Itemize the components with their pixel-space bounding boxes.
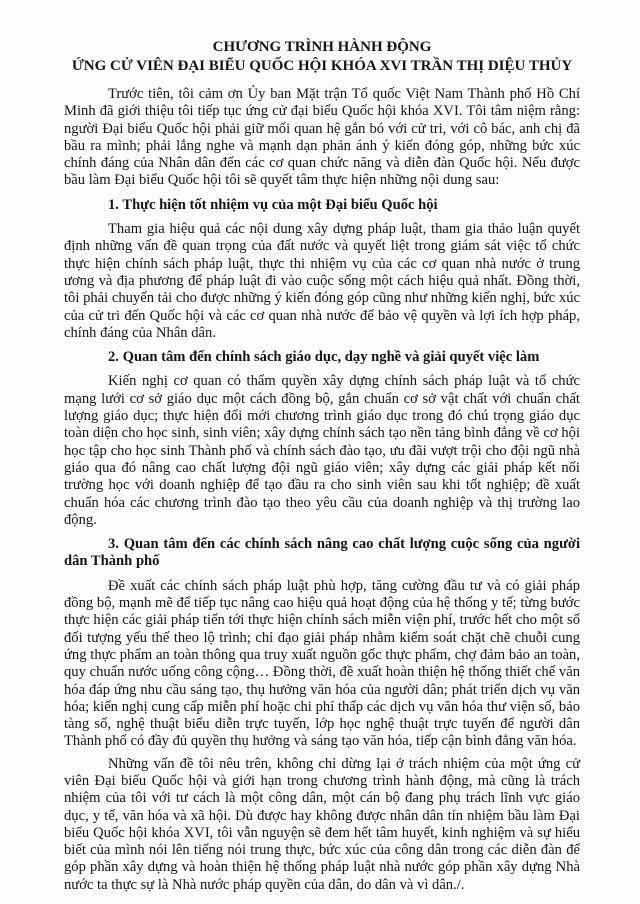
section-heading: 2. Quan tâm đến chính sách giáo dục, dạy nghề và giải quyết việc làm xyxy=(108,349,540,366)
document-paragraph: Những vấn đề tôi nêu trên, không chỉ dừng lại ở trách nhiệm của một ứng cử viên Đại biểu Quốc hội và giới hạn trong chương trình hành động, mà cũng là trách nhiệm của tôi với tư cách là một công dân, một cán bộ đang phụ trách lĩnh vực giáo dục, y tế, văn hóa và xã hội. Dù được hay không được nhân dân tín nhiệm bầu làm Đại biểu Quốc hội khóa XVI, tôi vẫn nguyện sẽ đem hết tâm huyết, kinh nghiệm và sự hiểu biết của mình nói lên tiếng nói trung thực, bức xúc của công dân trong các diễn đàn để góp phần xây dựng và hoàn thiện hệ thống pháp luật nhà nước góp phần xây dựng Nhà nước ta thực sự là Nhà nước pháp quyền của dân, do dân và vì dân./. xyxy=(64,755,580,893)
title-line-1: CHƯƠNG TRÌNH HÀNH ĐỘNG xyxy=(212,39,432,55)
document-title xyxy=(64,38,580,75)
document-paragraph: Kiến nghị cơ quan có thẩm quyền xây dựng chính sách pháp luật và tổ chức mạng lưới cơ sở giáo dục một cách đồng bộ, gắn chuẩn cơ sở vật chất với chuẩn chất lượng giáo dục; thực hiện đổi mới chương trình giáo dục trong đó chú trọng giáo dục toàn diện cho học sinh, sinh viên; xây dựng chính sách tạo nền tảng bình đẳng về cơ hội học tập cho học sinh Thành phố và chính sách đào tạo, ưu đãi vượt trội cho đội ngũ nhà giáo qua đó nâng cao chất lượng đội ngũ giáo viên; xây dựng các giải pháp kết nối trường học với doanh nghiệp để tạo đầu ra cho sinh viên sau khi tốt nghiệp; đề xuất chuẩn hóa các chương trình đào tạo theo yêu cầu của doanh nghiệp và thị trường lao động. xyxy=(64,373,580,528)
document-paragraph: Trước tiên, tôi cảm ơn Ủy ban Mặt trận Tổ quốc Việt Nam Thành phố Hồ Chí Minh đã giới thiệu tôi tiếp tục ứng cử đại biểu Quốc hội khóa XVI. Tôi tâm niệm rằng: người Đại biểu Quốc hội phải giữ mối quan hệ gắn bó với cử tri, với cô bác, anh chị đã bầu ra mình; phải lắng nghe và mạnh dạn phản ánh ý kiến đóng góp, những bức xúc chính đáng của Nhân dân đến các cơ quan chức năng và diễn đàn Quốc hội. Nếu được bầu làm Đại biểu Quốc hội tôi sẽ quyết tâm thực hiện những nội dung sau: xyxy=(64,86,580,189)
document-paragraph: Tham gia hiệu quả các nội dung xây dựng pháp luật, tham gia thảo luận quyết định những vấn đề quan trọng của đất nước và quyết liệt trong giám sát việc tổ chức thực hiện chính sách pháp luật, thực thi nhiệm vụ của các cơ quan nhà nước ở trung ương và địa phương để pháp luật đi vào cuộc sống một cách hiệu quả nhất. Đồng thời, tôi phải chuyển tải cho được những ý kiến đóng góp cũng như những kiến nghị, bức xúc của cử tri đến Quốc hội và các cơ quan nhà nước để bảo vệ quyền và lợi ích hợp pháp, chính đáng của Nhân dân. xyxy=(64,221,580,341)
section-heading: 1. Thực hiện tốt nhiệm vụ của một Đại biểu Quốc hội xyxy=(108,196,438,213)
section-heading: 3. Quan tâm đến các chính sách nâng cao chất lượng cuộc sống của người dân Thành phố xyxy=(64,536,580,570)
title-line-2: ỨNG CỬ VIÊN ĐẠI BIỂU QUỐC HỘI KHÓA XVI TRẦN THỊ DIỆU THỦY xyxy=(71,57,573,74)
document-body xyxy=(64,86,580,894)
document-paragraph: Đề xuất các chính sách pháp luật phù hợp, tăng cường đầu tư và có giải pháp đồng bộ, mạnh mẽ để tiếp tục nâng cao hiệu quả hoạt động của hệ thống y tế; từng bước thực hiện các giải pháp tiến tới thực hiện chính sách miễn viện phí, trước hết cho một số đối tượng yếu thế theo lộ trình; chỉ đạo giải pháp nhằm kiểm soát chặt chẽ chuỗi cung ứng thực phẩm an toàn thông qua truy xuất nguồn gốc thực phẩm, chợ đảm bảo an toàn, quy chuẩn nước uống công cộng… Đồng thời, đề xuất hoàn thiện hệ thống thiết chế văn hóa đáp ứng nhu cầu sáng tạo, thụ hưởng văn hóa của người dân; phát triển dịch vụ văn hóa; kiến nghị cung cấp miễn phí hoặc chi phí thấp các dịch vụ văn hóa thư viện số, bảo tàng số, nghệ thuật biểu diễn trực tuyến, lớp học nghệ thuật trực tuyến để người dân Thành phố có đầy đủ quyền thụ hưởng và sáng tạo văn hóa, tiếp cận bình đẳng văn hóa. xyxy=(64,577,580,750)
